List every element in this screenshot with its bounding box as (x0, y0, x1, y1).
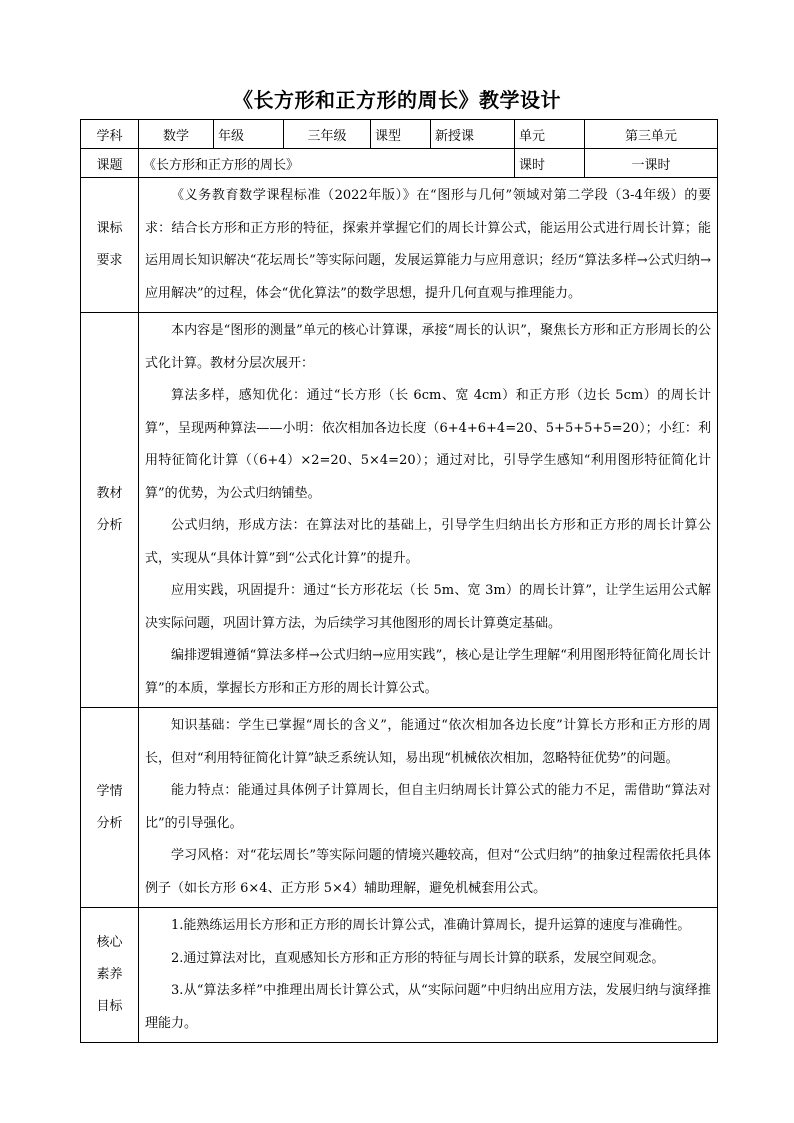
grade-value: 三年级 (284, 120, 371, 149)
students-paragraph: 学习风格：对“花坛周长”等实际问题的情境兴趣较高，但对“公式归纳”的抽象过程需依托具体例子（如长方形 6×4、正方形 5×4）辅助理解，避免机械套用公式。 (145, 848, 711, 896)
textbook-label-line: 分析 (96, 518, 123, 533)
hours-value: 一课时 (585, 149, 718, 178)
textbook-paragraph: 算法多样，感知优化：通过“长方形（长 6cm、宽 4cm）和正方形（边长 5cm）的周长计算”，呈现两种算法——小明：依次相加各边长度（6+4+6+4=20、5+5+5+5=20）；小红：利用特征简化计算（（6+4）×2=20、5×4=20）；通过对比，引导学生感知“利用图形特征简化计算”的优势，为公式归纳铺垫。 (145, 388, 711, 501)
lesson-plan-table (80, 119, 718, 1043)
subject-label: 学科 (81, 120, 139, 149)
unit-value: 第三单元 (585, 120, 718, 149)
students-paragraph: 知识基础：学生已掌握“周长的含义”，能通过“依次相加各边长度”计算长方形和正方形的周长，但对“利用特征简化计算”缺乏系统认知，易出现“机械依次相加，忽略特征优势”的问题。 (145, 718, 711, 766)
textbook-paragraph: 应用实践，巩固提升：通过“长方形花坛（长 5m、宽 3m）的周长计算”，让学生运用公式解决实际问题，巩固计算方法，为后续学习其他图形的周长计算奠定基础。 (145, 583, 711, 631)
goals-label (81, 908, 139, 1043)
type-label: 课型 (371, 120, 431, 149)
document-title: 《长方形和正方形的周长》教学设计 (233, 88, 561, 112)
header-row (81, 120, 718, 149)
topic-value: 《长方形和正方形的周长》 (139, 149, 515, 178)
textbook-label-line: 教材 (96, 486, 123, 501)
curriculum-paragraph: 《义务教育数学课程标准（2022年版）》在“图形与几何”领域对第二学段（3-4年级）的要求：结合长方形和正方形的特征，探索并掌握它们的周长计算公式，能运用公式进行周长计算；能运用周长知识解决“花坛周长”等实际问题，发展运算能力与应用意识；经历“算法多样→公式归纳→应用解决”的过程，体会“优化算法”的数学思想，提升几何直观与推理能力。 (145, 188, 711, 301)
grade-label: 年级 (214, 120, 284, 149)
topic-label: 课题 (81, 149, 139, 178)
students-label (81, 708, 139, 908)
curriculum-label-line: 课标 (96, 221, 123, 236)
curriculum-label-line: 要求 (96, 253, 123, 268)
curriculum-label (81, 178, 139, 313)
unit-label: 单元 (515, 120, 585, 149)
students-paragraph: 能力特点：能通过具体例子计算周长，但自主归纳周长计算公式的能力不足，需借助“算法对比”的引导强化。 (145, 783, 711, 831)
students-row (81, 708, 718, 908)
goals-paragraph: 1.能熟练运用长方形和正方形的周长计算公式，准确计算周长，提升运算的速度与准确性。 (171, 918, 691, 933)
curriculum-content (139, 178, 718, 313)
topic-row (81, 149, 718, 178)
curriculum-row (81, 178, 718, 313)
goals-row (81, 908, 718, 1043)
goals-paragraph: 3.从“算法多样”中推理出周长计算公式，从“实际问题”中归纳出应用方法，发展归纳与演绎推理能力。 (145, 983, 711, 1031)
textbook-paragraph: 本内容是“图形的测量”单元的核心计算课，承接“周长的认识”，聚焦长方形和正方形周长的公式化计算。教材分层次展开： (145, 323, 711, 371)
subject-value: 数学 (139, 120, 214, 149)
textbook-label (81, 313, 139, 708)
textbook-content (139, 313, 718, 708)
textbook-paragraph: 编排逻辑遵循“算法多样→公式归纳→应用实践”，核心是让学生理解“利用图形特征简化周长计算”的本质，掌握长方形和正方形的周长计算公式。 (145, 648, 711, 696)
goals-label-line: 核心 (96, 935, 123, 950)
goals-label-line: 目标 (96, 999, 123, 1014)
students-label-line: 学情 (96, 783, 123, 799)
goals-paragraph: 2.通过算法对比，直观感知长方形和正方形的特征与周长计算的联系，发展空间观念。 (171, 950, 665, 966)
goals-content (139, 908, 718, 1043)
students-content (139, 708, 718, 908)
students-label-line: 分析 (96, 815, 123, 831)
hours-label: 课时 (515, 149, 585, 178)
textbook-paragraph: 公式归纳，形成方法：在算法对比的基础上，引导学生归纳出长方形和正方形的周长计算公式，实现从“具体计算”到“公式化计算”的提升。 (145, 518, 711, 566)
textbook-row (81, 313, 718, 708)
goals-label-line: 素养 (96, 967, 123, 982)
type-value: 新授课 (431, 120, 515, 149)
